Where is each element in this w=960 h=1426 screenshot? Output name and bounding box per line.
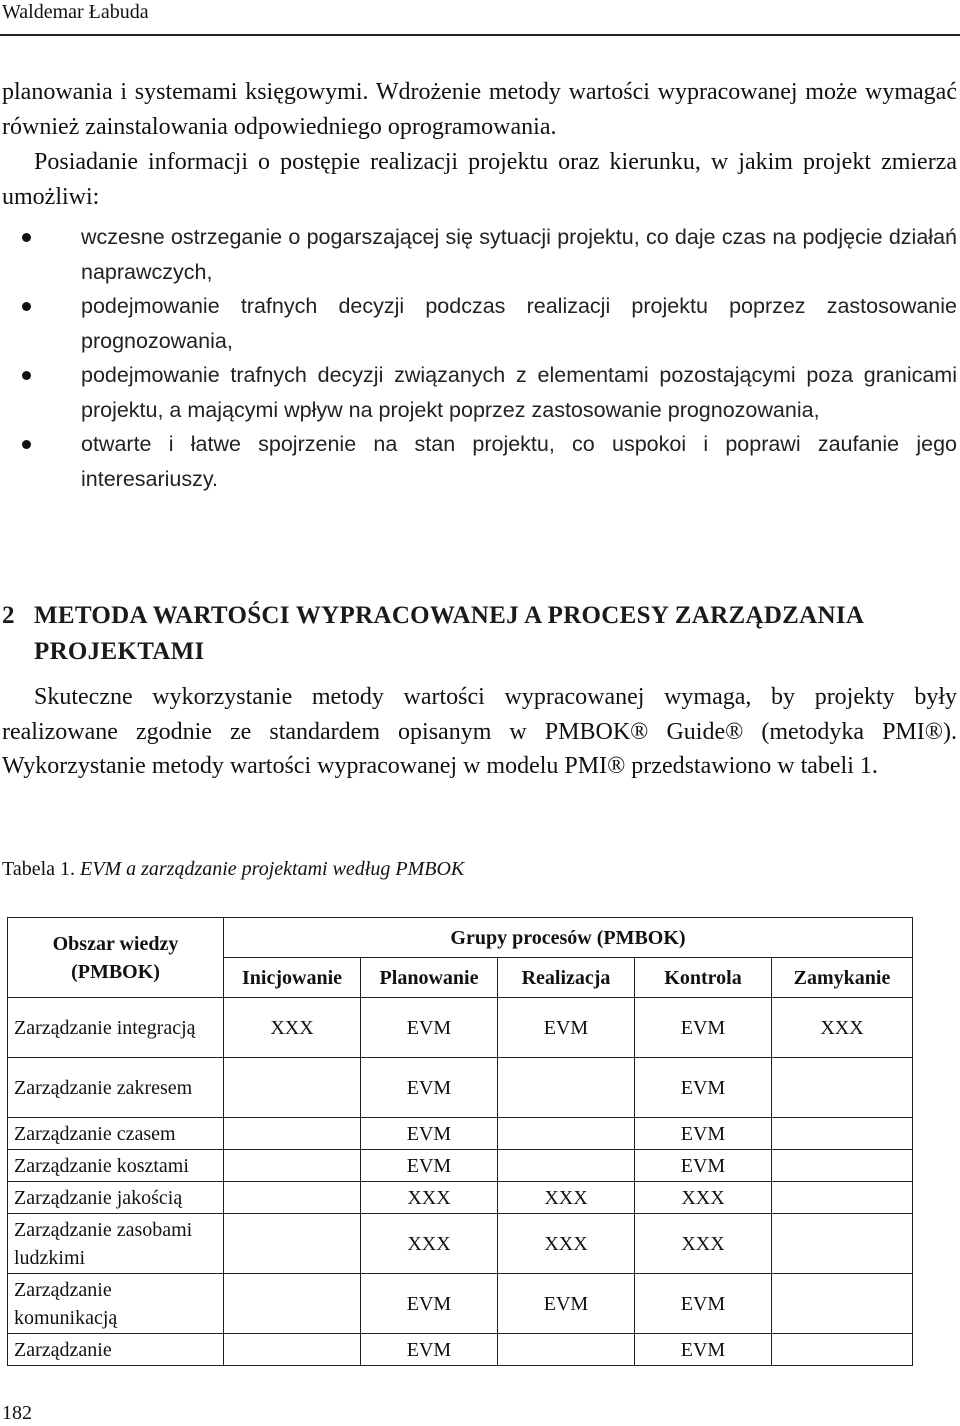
page-header [0, 0, 960, 36]
table-row [8, 1214, 913, 1274]
intro-paragraph-1: planowania i systemami księgowymi. Wdrożenie metody wartości wypracowanej może wymagać również zainstalowania odpowiedniego oprogramowania. [2, 79, 957, 140]
table-cell: EVM [361, 1274, 498, 1334]
column-header: Planowanie [361, 958, 498, 998]
table-row [8, 1118, 913, 1150]
table-caption-title: EVM a zarządzanie projektami według PMBOK [80, 858, 465, 880]
area-cell: Zarządzanie kosztami [8, 1150, 224, 1182]
table-cell [224, 1274, 361, 1334]
table-cell [498, 1118, 635, 1150]
table-cell: EVM [498, 998, 635, 1058]
table-row [8, 1182, 913, 1214]
table-cell: EVM [635, 1150, 772, 1182]
table-cell: XXX [498, 1182, 635, 1214]
intro-paragraph-2: Posiadanie informacji o postępie realizacji projektu oraz kierunku, w jakim projekt zmierza umożliwi: [2, 149, 957, 210]
area-header: Obszar wiedzy (PMBOK) [8, 918, 224, 998]
table-cell [224, 1214, 361, 1274]
area-cell: Zarządzanie integracją [8, 998, 224, 1058]
area-cell: Zarządzanie czasem [8, 1118, 224, 1150]
table-cell [772, 1182, 913, 1214]
list-item: wczesne ostrzeganie o pogarszającej się sytuacji projektu, co daje czas na podjęcie działań naprawczych, [0, 220, 957, 289]
bullet-icon [22, 233, 31, 242]
table-caption-label: Tabela 1. [2, 858, 76, 880]
table-cell: EVM [635, 1118, 772, 1150]
area-cell: Zarządzanie zakresem [8, 1058, 224, 1118]
table-cell: EVM [635, 1274, 772, 1334]
section-body: Skuteczne wykorzystanie metody wartości wypracowanej wymaga, by projekty były realizowane zgodnie ze standardem opisanym w PMBOK® Guide® (metodyka PMI®). Wykorzystanie metody wartości wypracowanej w modelu PMI® przedstawiono w tabeli 1. [2, 684, 957, 779]
table-row [8, 998, 913, 1058]
table-cell: EVM [635, 1058, 772, 1118]
author-name: Waldemar Łabuda [2, 1, 149, 23]
table-cell: XXX [635, 1214, 772, 1274]
table-row [8, 1150, 913, 1182]
bullet-icon [22, 440, 31, 449]
table-row [8, 1334, 913, 1366]
group-header: Grupy procesów (PMBOK) [224, 918, 913, 958]
table-row [8, 1274, 913, 1334]
section-number: 2 [2, 602, 15, 629]
table-cell [772, 1150, 913, 1182]
table-cell [772, 1118, 913, 1150]
section-title-line1: METODA WARTOŚCI WYPRACOWANEJ A PROCESY ZARZĄDZANIA [34, 602, 865, 629]
bullet-icon [22, 302, 31, 311]
table-cell: XXX [224, 998, 361, 1058]
bullet-list [0, 220, 957, 496]
table-cell [224, 1334, 361, 1366]
list-item: podejmowanie trafnych decyzji podczas realizacji projektu poprzez zastosowanie prognozowania, [0, 289, 957, 358]
area-cell: Zarządzanie zasobami ludzkimi [8, 1214, 224, 1274]
table-caption [2, 855, 464, 883]
table-cell: EVM [361, 1118, 498, 1150]
table-cell: XXX [772, 998, 913, 1058]
section-heading [2, 598, 957, 670]
column-header: Realizacja [498, 958, 635, 998]
table-row [8, 1058, 913, 1118]
page-number: 182 [2, 1402, 32, 1424]
area-cell: Zarządzanie jakością [8, 1182, 224, 1214]
bullet-icon [22, 371, 31, 380]
column-header: Kontrola [635, 958, 772, 998]
table-cell [772, 1274, 913, 1334]
section-title-line2: PROJEKTAMI [34, 638, 205, 665]
table-cell: EVM [498, 1274, 635, 1334]
table-cell: XXX [361, 1214, 498, 1274]
table-cell [772, 1334, 913, 1366]
table-cell [224, 1118, 361, 1150]
table-cell [498, 1150, 635, 1182]
table-cell: EVM [361, 998, 498, 1058]
table-cell [224, 1058, 361, 1118]
column-header: Inicjowanie [224, 958, 361, 998]
table-cell: EVM [635, 1334, 772, 1366]
column-header: Zamykanie [772, 958, 913, 998]
evm-table [7, 917, 913, 1366]
area-cell: Zarządzanie komunikacją [8, 1274, 224, 1334]
table-cell: EVM [361, 1334, 498, 1366]
table-cell: XXX [498, 1214, 635, 1274]
table-cell [772, 1058, 913, 1118]
table-cell [224, 1150, 361, 1182]
table-cell: XXX [635, 1182, 772, 1214]
table-cell [772, 1214, 913, 1274]
table-cell [498, 1334, 635, 1366]
table-cell: EVM [361, 1150, 498, 1182]
table-cell [498, 1058, 635, 1118]
list-item: podejmowanie trafnych decyzji związanych z elementami pozostającymi poza granicami projektu, a mającymi wpływ na projekt poprzez zastosowanie prognozowania, [0, 358, 957, 427]
list-item: otwarte i łatwe spojrzenie na stan projektu, co uspokoi i poprawi zaufanie jego interesariuszy. [0, 427, 957, 496]
table-cell: EVM [635, 998, 772, 1058]
table-cell: EVM [361, 1058, 498, 1118]
table-cell [224, 1182, 361, 1214]
area-cell: Zarządzanie [8, 1334, 224, 1366]
table-cell: XXX [361, 1182, 498, 1214]
